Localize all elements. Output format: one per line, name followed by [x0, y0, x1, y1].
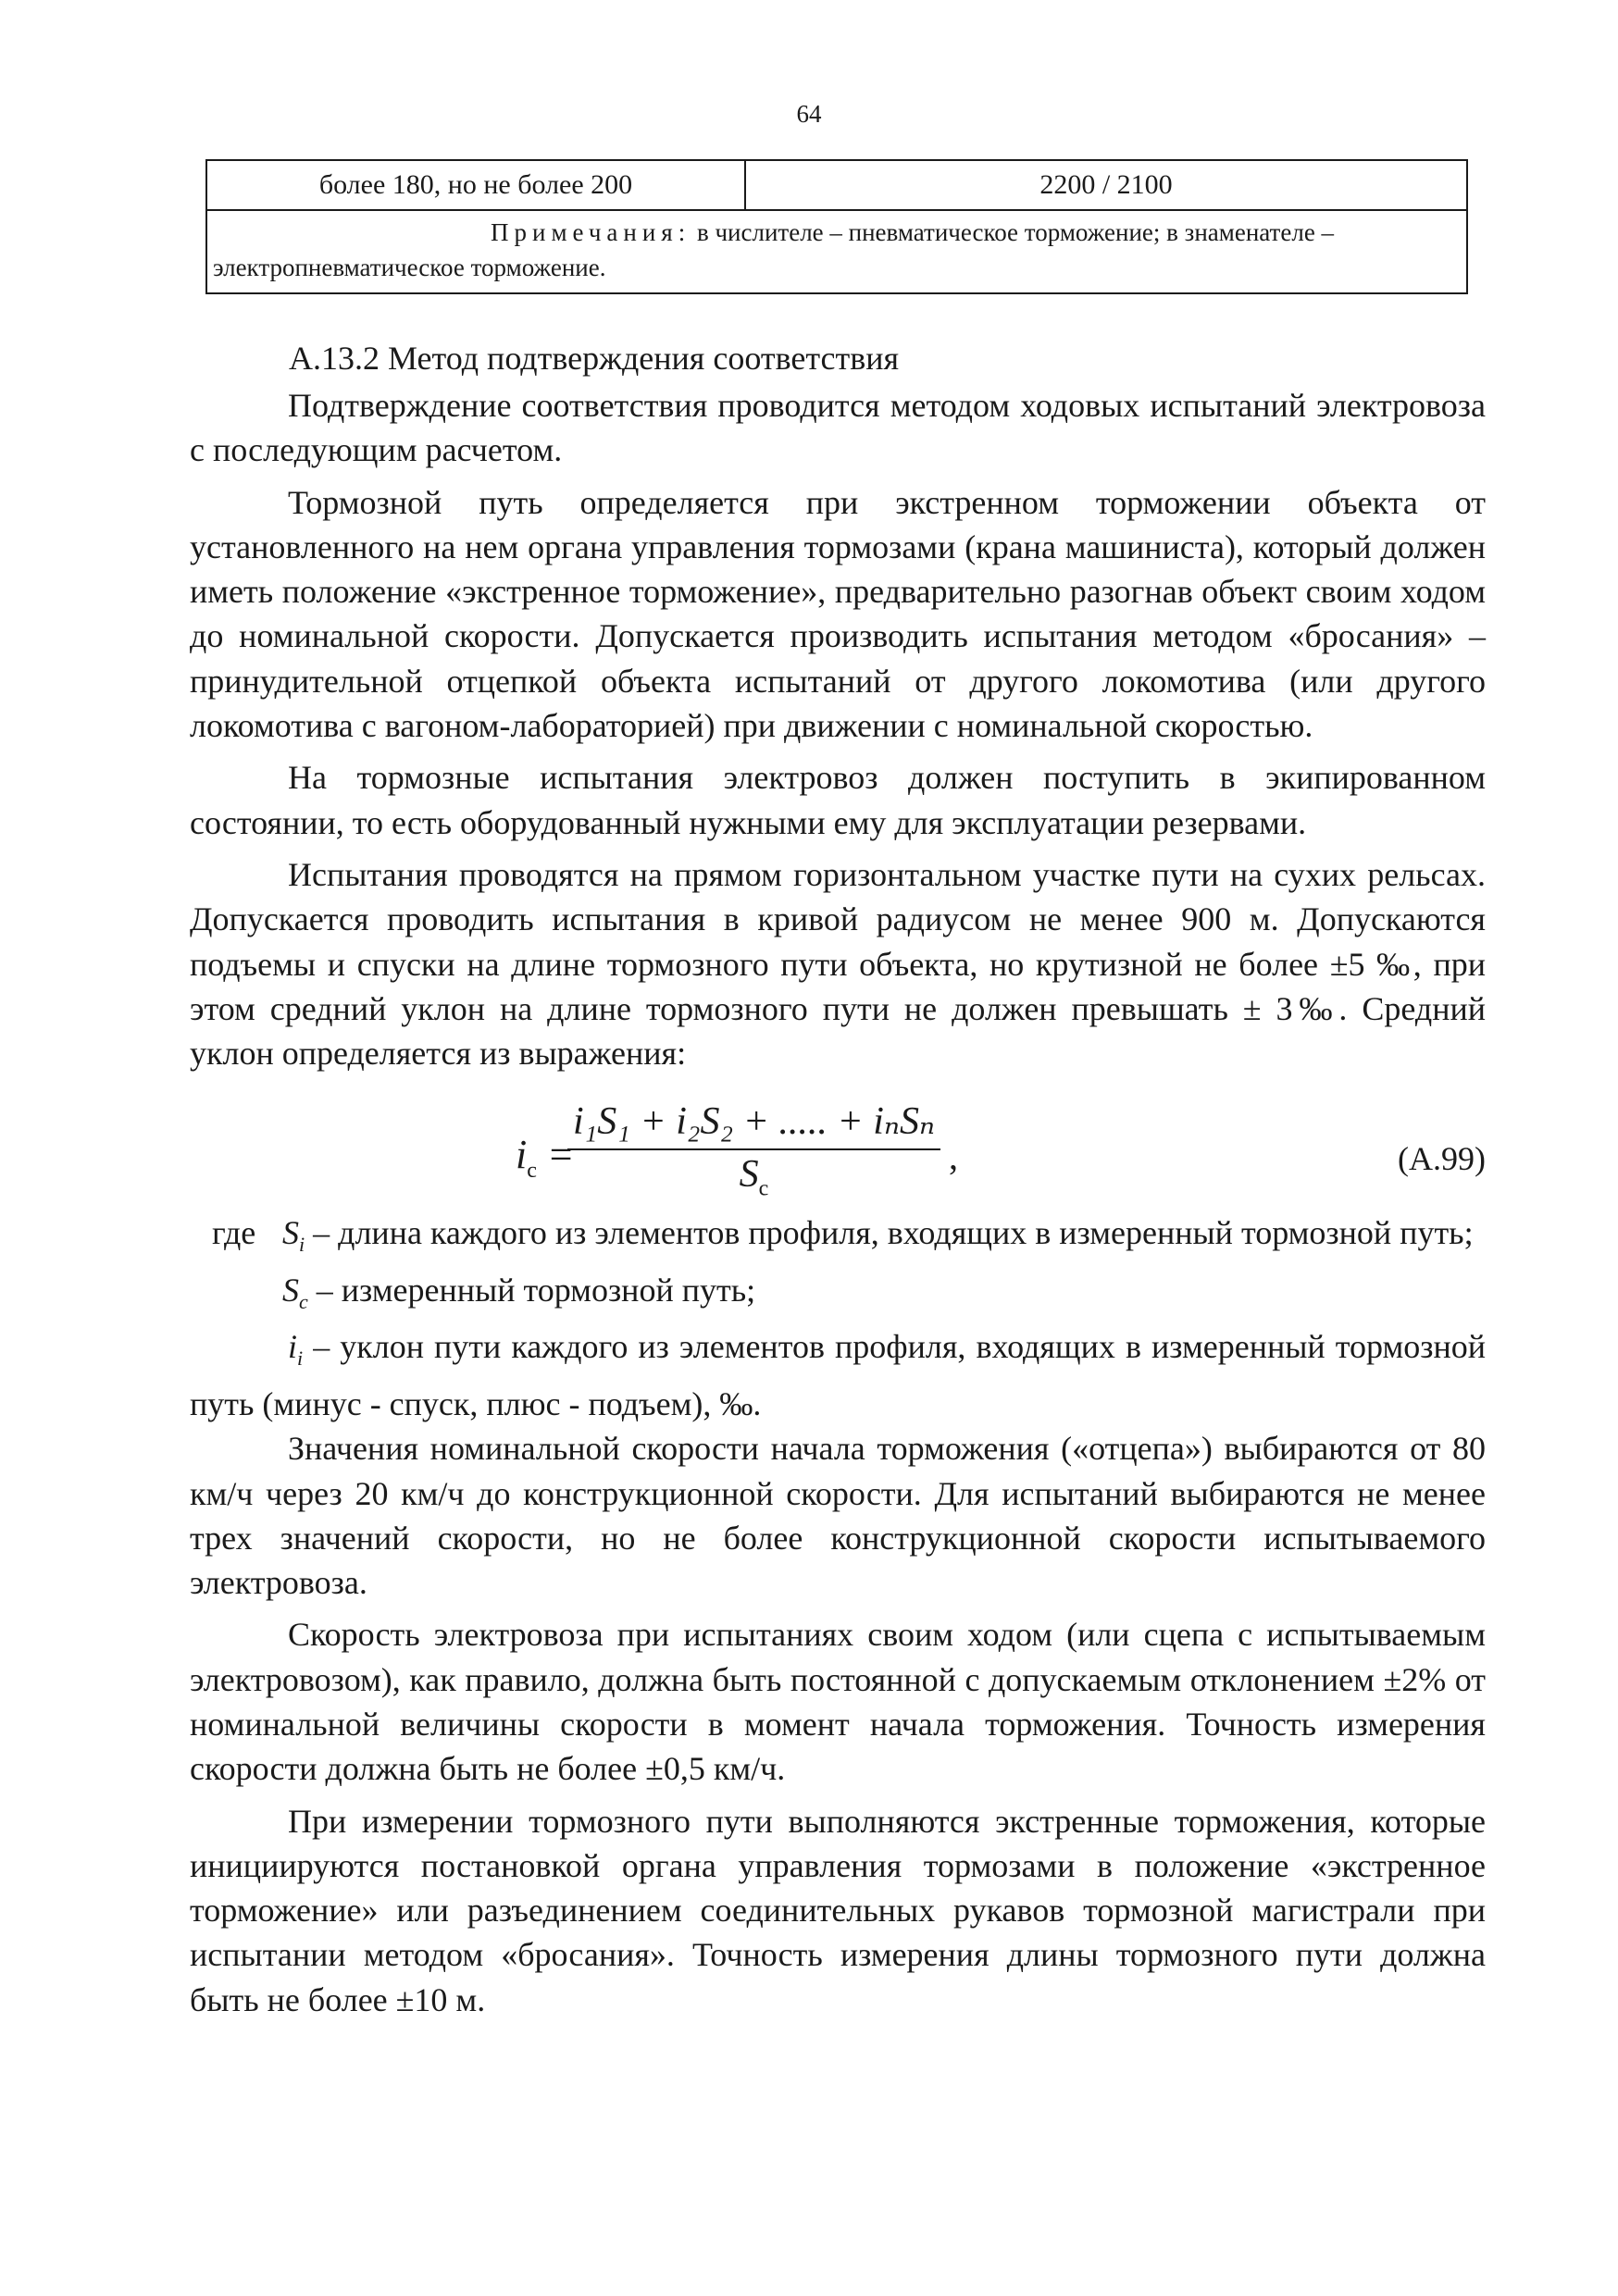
section-body: [190, 383, 1486, 2022]
paragraph: На тормозные испытания электровоз должен поступить в экипированном состоянии, то есть оборудованный нужными ему для эксплуатации резервами.: [190, 759, 1486, 841]
definition-ii: $i_i$ – уклон пути каждого из элементов профиля, входящих в измеренный тормозной путь (минус - спуск, плюс - подъем), ‰.: [190, 1328, 1486, 1422]
definition-sc: $S_c$ – измеренный тормозной путь;: [282, 1271, 756, 1314]
table-note: [206, 210, 1467, 293]
table-note-row: [206, 210, 1467, 293]
section-heading: А.13.2 Метод подтверждения соответствия: [289, 340, 900, 377]
paragraph: Скорость электровоза при испытаниях своим ходом (или сцепа с испытываемым электровозом), как правило, должна быть постоянной с допускаемым отклонением ±2% от номинальной величины скорости в момент начала торможения. Точность измерения скорости должна быть не более ±0,5 км/ч.: [190, 1616, 1486, 1788]
paragraph: Тормозной путь определяется при экстренном торможении объекта от установленного на нем органа управления тормозами (крана машиниста), который должен иметь положение «экстренное торможение», предварительно разогнав объект своим ходом до номинальной скорости. Допускается производить испытания методом «бросания» – принудительной отцепкой объекта испытаний от другого локомотива (или другого локомотива с вагоном-лабораторией) при движении с номинальной скоростью.: [190, 483, 1486, 745]
formula-fraction: [567, 1099, 940, 1210]
definition-si: $S_i$ – длина каждого из элементов профиля, входящих в измеренный тормозной путь;: [282, 1214, 1474, 1257]
paragraph: Значения номинальной скорости начала торможения («отцепа») выбираются от 80 км/ч через 20 км/ч до конструкционной скорости. Для испытаний выбираются не менее трех значений скорости, но не более конструкционной скорости испытываемого электровоза.: [190, 1430, 1486, 1602]
formula-number: (А.99): [1398, 1140, 1486, 1178]
page-number: 64: [796, 100, 822, 128]
paragraph: Испытания проводятся на прямом горизонтальном участке пути на сухих рельсах. Допускается проводить испытания в кривой радиусом не менее 900 м. Допускаются подъемы и спуски на длине тормозного пути объекта, но крутизной не более ±5 ‰, при этом средний уклон на длине тормозного пути не должен превышать ± 3‰. Средний уклон определяется из выражения:: [190, 855, 1486, 1073]
formula-denominator: $S_c$: [739, 1152, 769, 1201]
formula-lhs: $i_c$ =: [516, 1132, 575, 1184]
paragraph: При измерении тормозного пути выполняются экстренные торможения, которые инициируются постановкой органа управления тормозами в положение «экстренное торможение» или разъединением соединительных рукавов тормозной магистрали при испытании методом «бросания». Точность измерения длины тормозного пути должна быть не более ±10 м.: [190, 1802, 1486, 2018]
values-table: [205, 159, 1468, 294]
table-row: [206, 160, 1467, 210]
where-label: где: [212, 1214, 256, 1252]
definitions: [190, 1210, 1486, 1426]
table-cell: 2200 / 2100: [745, 160, 1467, 210]
formula-a99: [190, 1099, 1486, 1210]
note-label: Примечания:: [491, 218, 691, 246]
formula-numerator: i₁S₁ + i₂S₂ + ..... + iₙSₙ: [567, 1099, 940, 1149]
note-text: в числителе – пневматическое торможение; в знаменателе – электропневматическое торможение.: [213, 218, 1335, 281]
formula-comma: ,: [949, 1136, 958, 1178]
paragraph: Подтверждение соответствия проводится методом ходовых испытаний электровоза с последующим расчетом.: [190, 387, 1486, 469]
table-cell: более 180, но не более 200: [206, 160, 745, 210]
